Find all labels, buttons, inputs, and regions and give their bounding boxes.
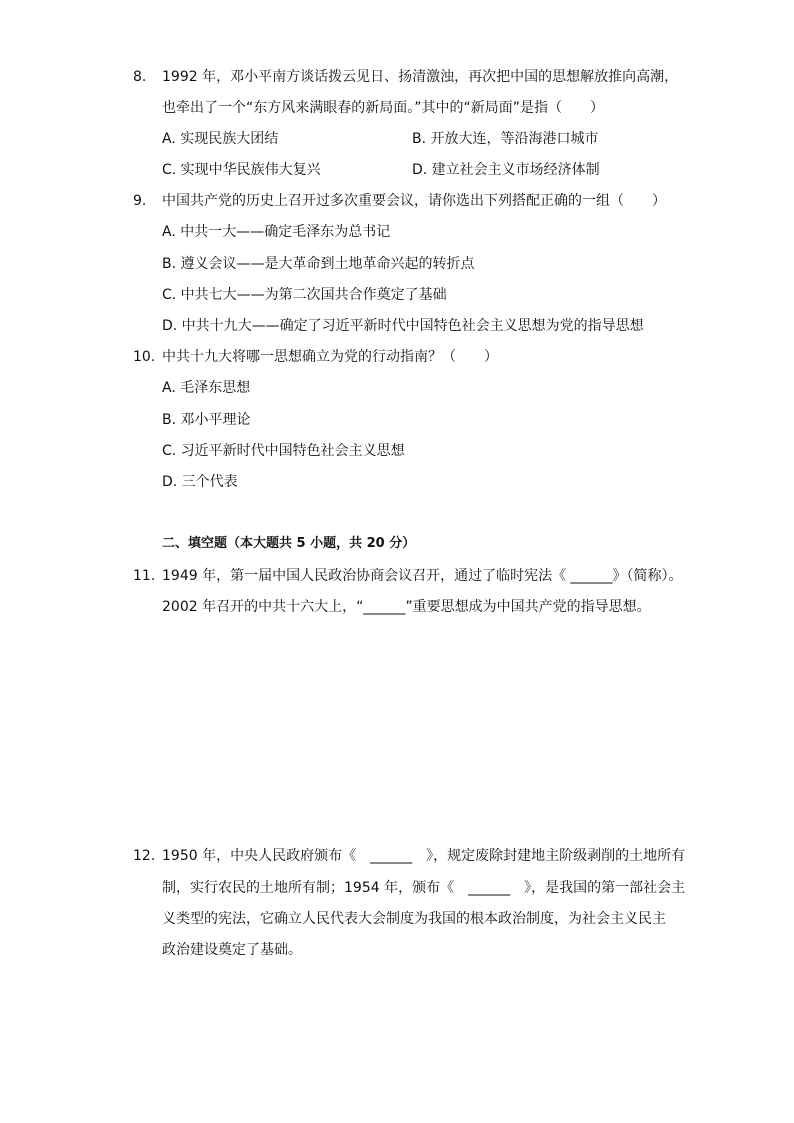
- option-c: C. 习近平新时代中国特色社会主义思想: [162, 443, 405, 459]
- question-text-line: 也牵出了一个“东方风来满眼春的新局面。”其中的“新局面”是指（ ）: [162, 100, 605, 116]
- question-text-line: 1992 年，邓小平南方谈话拨云见日、扬清激浊，再次把中国的思想解放推向高潮，: [162, 69, 679, 85]
- option-d: D. 三个代表: [162, 474, 238, 490]
- option-a: A. 实现民族大团结: [162, 131, 279, 147]
- option-b: B. 开放大连，等沿海港口城市: [412, 131, 599, 147]
- section-title: 二、填空题（本大题共 5 小题，共 20 分）: [162, 536, 416, 551]
- option-a: A. 毛泽东思想: [162, 380, 251, 396]
- question-text-line: 中共十九大将哪一思想确立为党的行动指南？（ ）: [162, 349, 498, 365]
- question-text-line: 中国共产党的历史上召开过多次重要会议，请你选出下列搭配正确的一组（ ）: [162, 193, 666, 209]
- option-a: A. 中共一大——确定毛泽东为总书记: [162, 224, 391, 240]
- question-number: 9.: [133, 193, 147, 209]
- question-text-line: 1949 年，第一届中国人民政治协商会议召开，通过了临时宪法《 ______》（简称）。: [162, 568, 683, 584]
- question-number: 10.: [133, 349, 156, 365]
- question-number: 12.: [133, 848, 156, 864]
- section-heading: [162, 534, 415, 554]
- question-text-line: 政治建设奠定了基础。: [162, 942, 302, 958]
- option-c: C. 实现中华民族伟大复兴: [162, 162, 321, 178]
- question-text-line: 义类型的宪法，它确立人民代表大会制度为我国的根本政治制度，为社会主义民主: [162, 911, 666, 927]
- question-text-line: 制，实行农民的土地所有制；1954 年，颁布《 ______ 》，是我国的第一部社会主: [162, 880, 686, 896]
- option-c: C. 中共七大——为第二次国共合作奠定了基础: [162, 287, 447, 303]
- option-b: B. 遵义会议——是大革命到土地革命兴起的转折点: [162, 256, 475, 272]
- question-text-line: 1950 年，中央人民政府颁布《 ______ 》，规定废除封建地主阶级剥削的土地所有: [162, 848, 686, 864]
- option-d: D. 建立社会主义市场经济体制: [412, 162, 600, 178]
- option-b: B. 邓小平理论: [162, 412, 251, 428]
- question-text-line: 2002 年召开的中共十六大上，“______”重要思想成为中国共产党的指导思想。: [162, 599, 651, 615]
- option-d: D. 中共十九大——确定了习近平新时代中国特色社会主义思想为党的指导思想: [162, 318, 644, 334]
- question-number: 11.: [133, 568, 156, 584]
- question-number: 8.: [133, 69, 147, 85]
